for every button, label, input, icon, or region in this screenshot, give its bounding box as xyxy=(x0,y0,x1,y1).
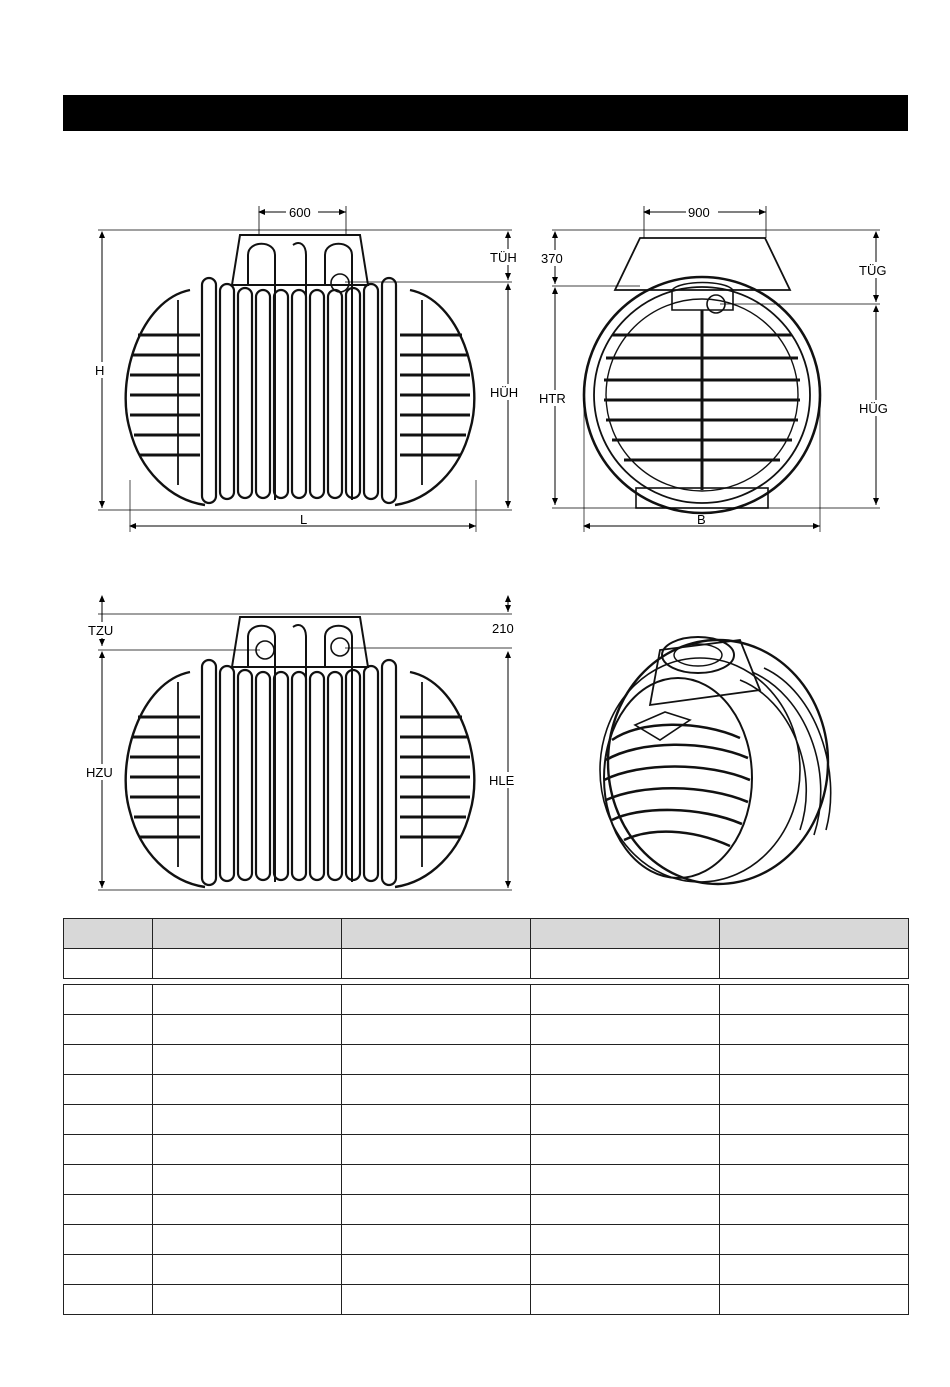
table-cell xyxy=(720,1075,909,1105)
dim-370: 370 xyxy=(541,251,563,266)
table-cell xyxy=(720,1135,909,1165)
table-cell xyxy=(64,1135,153,1165)
dim-tug: TÜG xyxy=(859,263,887,278)
table-cell xyxy=(531,1135,720,1165)
table-cell xyxy=(531,1195,720,1225)
table-cell xyxy=(342,1285,531,1315)
isometric-view-drawing xyxy=(600,637,831,884)
table-row xyxy=(64,1135,909,1165)
table-header-row xyxy=(64,919,909,949)
table-header-cell xyxy=(64,919,153,949)
table-cell xyxy=(153,1105,342,1135)
table-cell xyxy=(531,1075,720,1105)
table-cell xyxy=(153,1075,342,1105)
table-cell xyxy=(64,1075,153,1105)
table-cell xyxy=(531,949,720,979)
table-cell xyxy=(342,949,531,979)
table-cell xyxy=(720,949,909,979)
table-cell xyxy=(153,1015,342,1045)
table-cell xyxy=(64,1195,153,1225)
table-cell xyxy=(64,1015,153,1045)
table-cell xyxy=(153,1195,342,1225)
inlet-view-drawing xyxy=(85,596,524,892)
table-cell xyxy=(153,1045,342,1075)
table-cell xyxy=(64,1255,153,1285)
table-cell xyxy=(531,1225,720,1255)
table-cell xyxy=(153,985,342,1015)
table-cell xyxy=(342,1195,531,1225)
spec-table xyxy=(63,918,909,1315)
table-cell xyxy=(531,1105,720,1135)
table-cell xyxy=(531,1015,720,1045)
table-row xyxy=(64,1105,909,1135)
table-header-cell xyxy=(153,919,342,949)
table-cell xyxy=(64,1225,153,1255)
dim-900: 900 xyxy=(688,205,710,220)
table-cell xyxy=(342,1225,531,1255)
outlet-pipe-icon-2 xyxy=(331,638,349,656)
table-cell xyxy=(153,1225,342,1255)
table-cell xyxy=(720,1105,909,1135)
table-row xyxy=(64,1195,909,1225)
table-cell xyxy=(342,1255,531,1285)
table-cell xyxy=(342,1105,531,1135)
table-cell xyxy=(342,1015,531,1045)
dim-210: 210 xyxy=(492,621,514,636)
dim-tzu: TZU xyxy=(88,623,114,638)
table-cell xyxy=(531,1045,720,1075)
table-cell xyxy=(720,1015,909,1045)
table-cell xyxy=(64,1285,153,1315)
dim-l: L xyxy=(300,512,308,527)
table-cell xyxy=(720,1165,909,1195)
table-body xyxy=(64,985,909,1315)
table-cell xyxy=(720,1195,909,1225)
table-cell xyxy=(153,949,342,979)
table-row xyxy=(64,1075,909,1105)
table-cell xyxy=(342,985,531,1015)
table-cell xyxy=(64,949,153,979)
dim-b: B xyxy=(697,512,706,527)
table-cell xyxy=(720,985,909,1015)
dim-hug: HÜG xyxy=(859,401,888,416)
dim-htr: HTR xyxy=(539,391,566,406)
table-cell xyxy=(64,985,153,1015)
table-cell xyxy=(531,985,720,1015)
table-header-cell xyxy=(720,919,909,949)
table-cell xyxy=(64,1165,153,1195)
table-row xyxy=(64,1015,909,1045)
table-cell xyxy=(531,1285,720,1315)
table-row xyxy=(64,1165,909,1195)
table-cell xyxy=(531,1165,720,1195)
side-view-drawing xyxy=(93,204,523,532)
dim-tuh: TÜH xyxy=(490,250,517,265)
table-row xyxy=(64,1285,909,1315)
table-cell xyxy=(64,1045,153,1075)
dim-h: H xyxy=(95,363,105,378)
table-cell xyxy=(531,1255,720,1285)
table-cell xyxy=(720,1045,909,1075)
table-row xyxy=(64,985,909,1015)
table-cell xyxy=(720,1285,909,1315)
table-header-cell xyxy=(342,919,531,949)
table-cell xyxy=(720,1225,909,1255)
table-cell xyxy=(153,1255,342,1285)
table-cell xyxy=(153,1285,342,1315)
dim-hle: HLE xyxy=(489,773,515,788)
outlet-pipe-icon xyxy=(331,274,349,292)
table-cell xyxy=(342,1135,531,1165)
table-cell xyxy=(342,1045,531,1075)
table-header-cell xyxy=(531,919,720,949)
dim-600: 600 xyxy=(289,205,311,220)
table-cell xyxy=(64,1105,153,1135)
table-cell xyxy=(342,1075,531,1105)
table-cell xyxy=(153,1165,342,1195)
dim-huh: HÜH xyxy=(490,385,519,400)
table-row xyxy=(64,1255,909,1285)
table-cell xyxy=(342,1165,531,1195)
table-row xyxy=(64,1045,909,1075)
table-row xyxy=(64,1225,909,1255)
front-view-drawing xyxy=(538,204,892,532)
table-cell xyxy=(720,1255,909,1285)
table-cell xyxy=(153,1135,342,1165)
table-row xyxy=(64,949,909,979)
dim-hzu: HZU xyxy=(86,765,113,780)
